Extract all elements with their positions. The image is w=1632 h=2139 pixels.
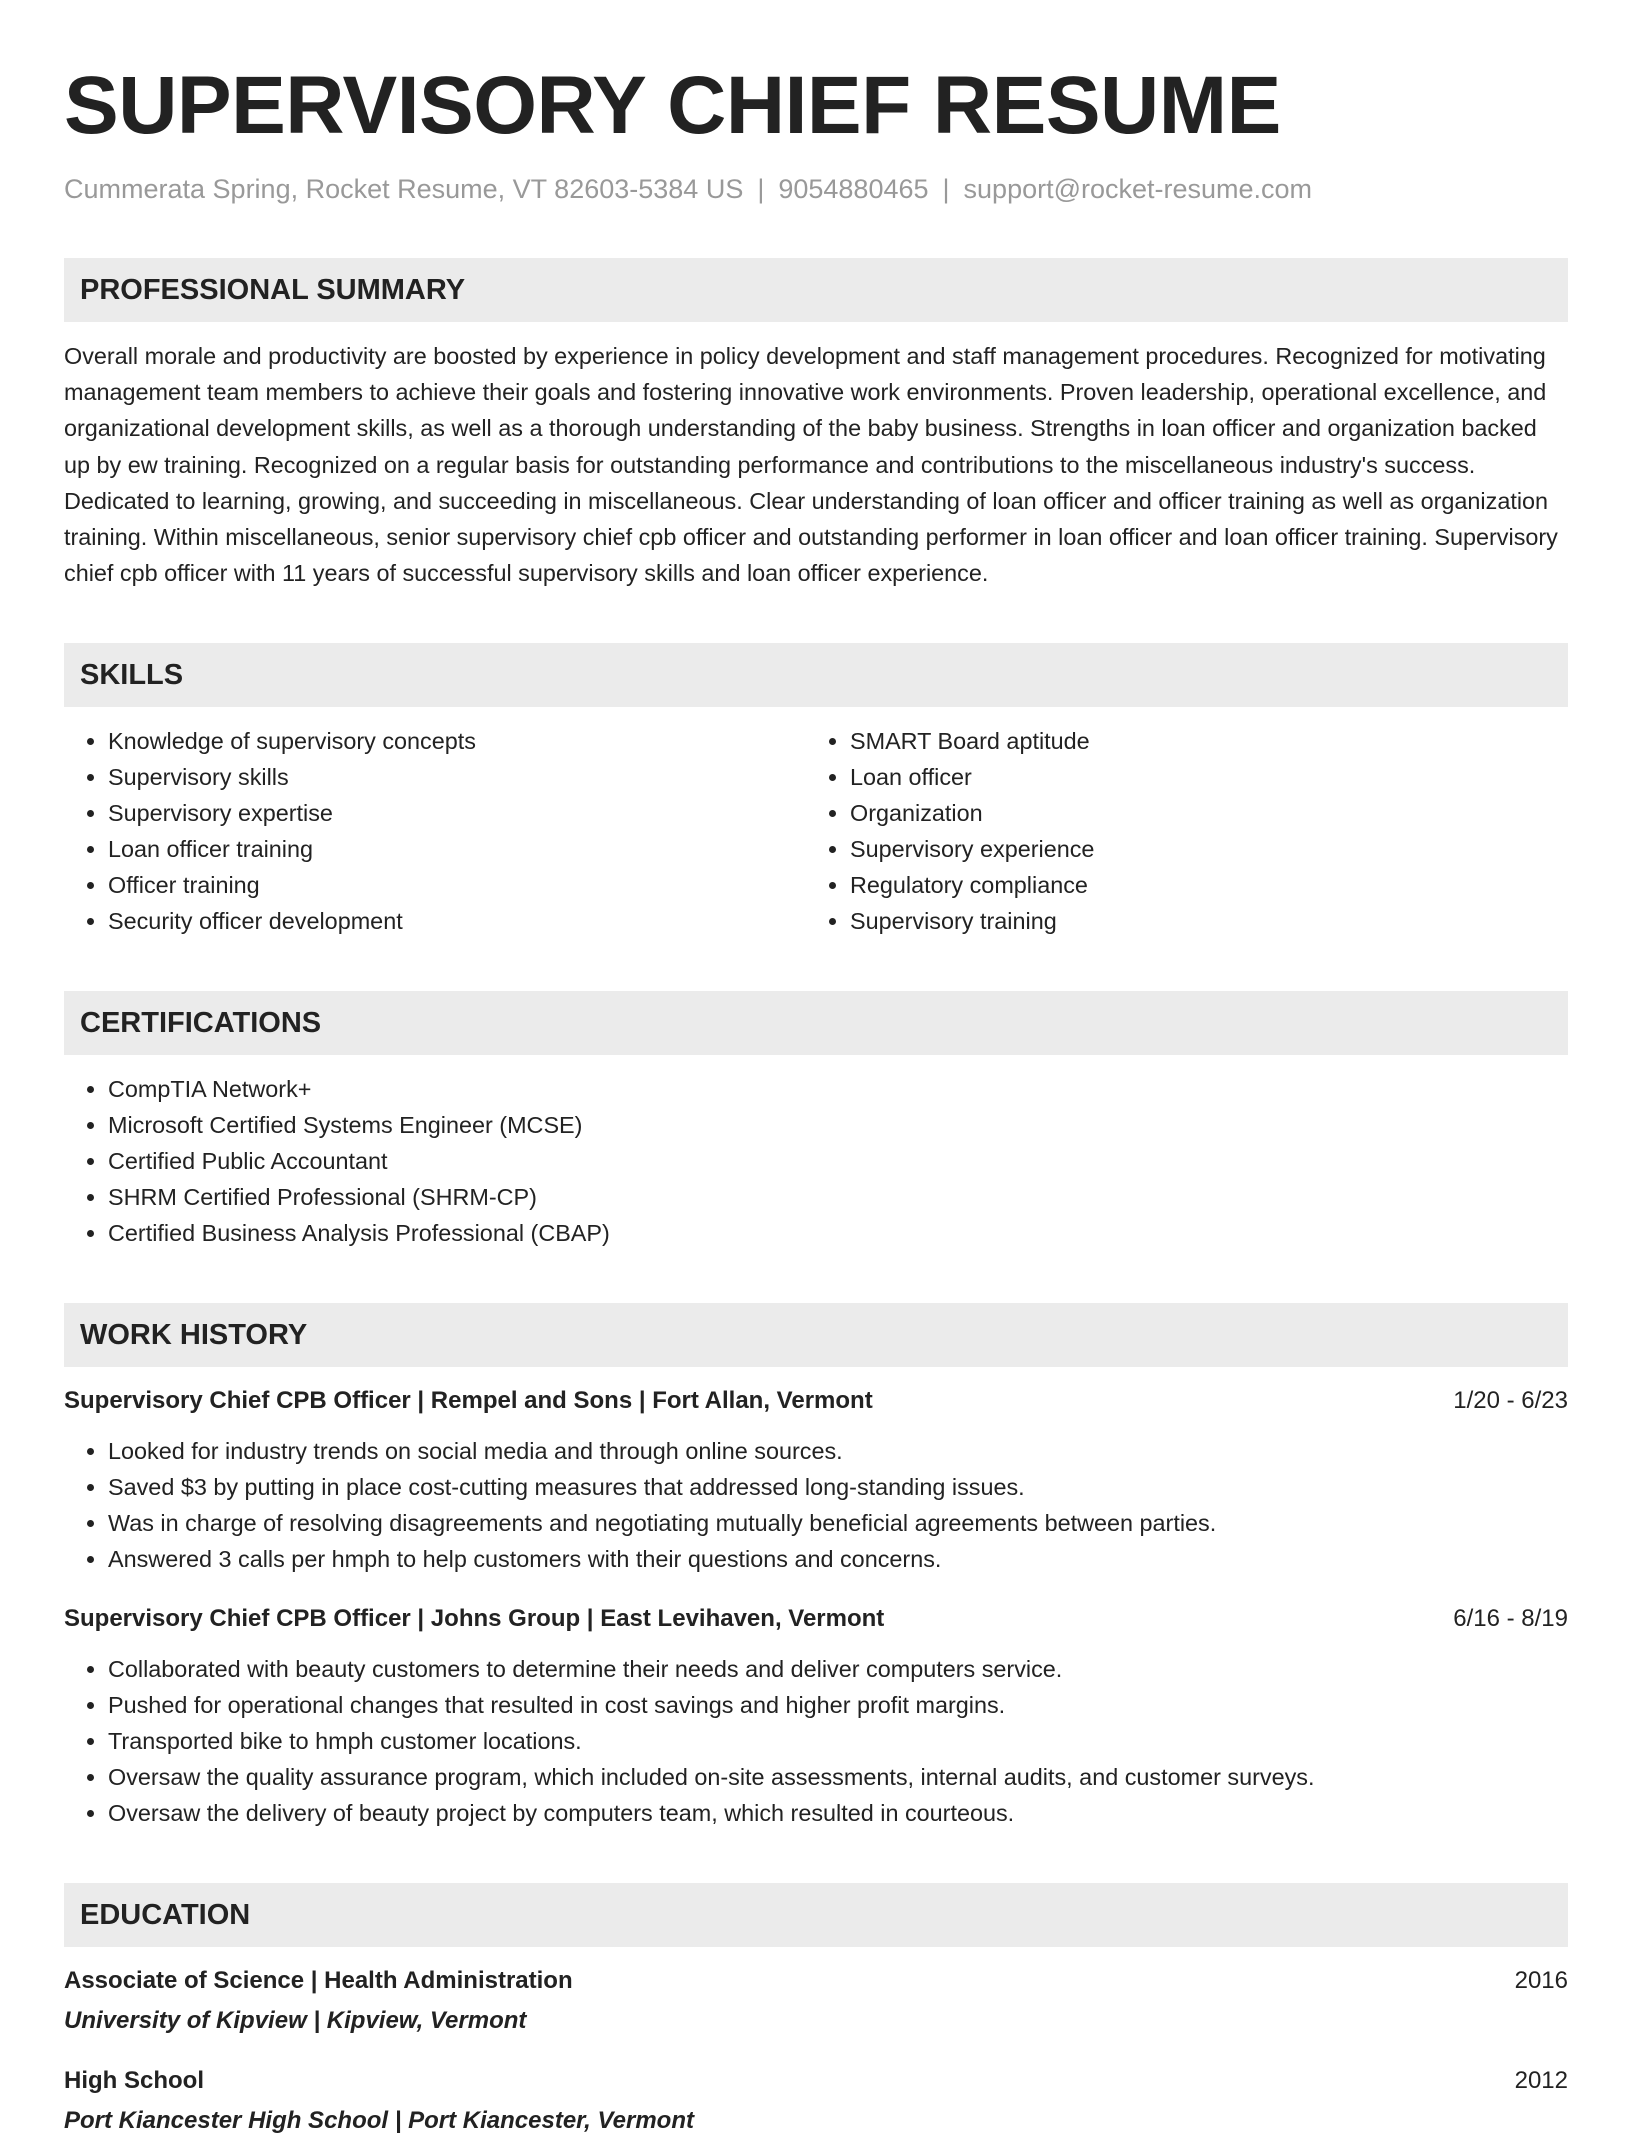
education-school: University of Kipview | Kipview, Vermont bbox=[64, 2007, 527, 2035]
job-bullet: • Saved $3 by putting in place cost-cutting measures that addressed long-standing issues. bbox=[108, 1469, 1568, 1505]
skill-item: • Officer training bbox=[108, 867, 806, 903]
education-entry bbox=[64, 1963, 1568, 2039]
job-bullet: • Was in charge of resolving disagreements and negotiating mutually beneficial agreements between parties. bbox=[108, 1505, 1568, 1541]
contact-separator: | bbox=[757, 174, 765, 204]
certifications-list bbox=[64, 1071, 1568, 1251]
job-bullet: • Oversaw the quality assurance program, which included on-site assessments, internal audits, and customer surveys. bbox=[108, 1759, 1568, 1795]
education-school: Port Kiancester High School | Port Kiancester, Vermont bbox=[64, 2107, 694, 2135]
skills-column-right bbox=[806, 723, 1548, 939]
section-heading-skills: SKILLS bbox=[64, 643, 1568, 707]
skill-item: • Organization bbox=[850, 795, 1548, 831]
certification-item: • CompTIA Network+ bbox=[108, 1071, 1568, 1107]
education-header bbox=[64, 2063, 1568, 2099]
job-bullet: • Transported bike to hmph customer locations. bbox=[108, 1723, 1568, 1759]
contact-phone: 9054880465 bbox=[778, 174, 929, 204]
resume-page bbox=[64, 0, 1568, 2139]
job-bullet: • Collaborated with beauty customers to determine their needs and deliver computers service. bbox=[108, 1651, 1568, 1687]
skill-item: • Knowledge of supervisory concepts bbox=[108, 723, 806, 759]
skill-item: • Loan officer bbox=[850, 759, 1548, 795]
contact-address: Cummerata Spring, Rocket Resume, VT 82603-5384 US bbox=[64, 174, 744, 204]
job-dates: 6/16 - 8/19 bbox=[1453, 1605, 1568, 1633]
certification-item: • Certified Business Analysis Professional (CBAP) bbox=[108, 1215, 1568, 1251]
section-heading-work-history: WORK HISTORY bbox=[64, 1303, 1568, 1367]
job-header bbox=[64, 1601, 1568, 1637]
job-bullets bbox=[64, 1433, 1568, 1577]
skills-column-left bbox=[64, 723, 806, 939]
skills-list-right bbox=[806, 723, 1548, 939]
job-entry bbox=[64, 1383, 1568, 1577]
certification-item: • SHRM Certified Professional (SHRM-CP) bbox=[108, 1179, 1568, 1215]
job-bullet: • Pushed for operational changes that resulted in cost savings and higher profit margins. bbox=[108, 1687, 1568, 1723]
job-bullet: • Looked for industry trends on social media and through online sources. bbox=[108, 1433, 1568, 1469]
job-bullets bbox=[64, 1651, 1568, 1831]
education-degree: Associate of Science | Health Administration bbox=[64, 1967, 573, 1995]
summary-text: Overall morale and productivity are boosted by experience in policy development and staff management procedures. Recognized for motivating management team members to achieve their goals and fostering innovative work environments. Proven leadership, operational excellence, and organizational development skills, as well as a thorough understanding of the baby business. Strengths in loan officer and organization backed up by ew training. Recognized on a regular basis for outstanding performance and contributions to the miscellaneous industry's success. Dedicated to learning, growing, and succeeding in miscellaneous. Clear understanding of loan officer and officer training as well as organization training. Within miscellaneous, senior supervisory chief cpb officer and outstanding performer in loan officer and loan officer training. Supervisory chief cpb officer with 11 years of successful supervisory skills and loan officer experience. bbox=[64, 343, 1558, 587]
section-heading-education: EDUCATION bbox=[64, 1883, 1568, 1947]
certification-item: • Microsoft Certified Systems Engineer (MCSE) bbox=[108, 1107, 1568, 1143]
contact-separator: | bbox=[942, 174, 950, 204]
skill-item: • Supervisory skills bbox=[108, 759, 806, 795]
contact-line bbox=[64, 172, 1568, 206]
education-degree: High School bbox=[64, 2067, 204, 2095]
education-year: 2016 bbox=[1514, 1967, 1568, 1995]
skill-item: • Supervisory experience bbox=[850, 831, 1548, 867]
skills-grid bbox=[64, 723, 1568, 939]
education-header bbox=[64, 1963, 1568, 1999]
section-heading-summary: PROFESSIONAL SUMMARY bbox=[64, 258, 1568, 322]
skill-item: • Loan officer training bbox=[108, 831, 806, 867]
education-entry bbox=[64, 2063, 1568, 2139]
job-entry bbox=[64, 1601, 1568, 1831]
certification-item: • Certified Public Accountant bbox=[108, 1143, 1568, 1179]
job-title: Supervisory Chief CPB Officer | Johns Group | East Levihaven, Vermont bbox=[64, 1605, 885, 1633]
education-year: 2012 bbox=[1514, 2067, 1568, 2095]
resume-title: SUPERVISORY CHIEF RESUME bbox=[64, 60, 1281, 151]
job-bullet: • Oversaw the delivery of beauty project by computers team, which resulted in courteous. bbox=[108, 1795, 1568, 1831]
skill-item: • Supervisory expertise bbox=[108, 795, 806, 831]
job-header bbox=[64, 1383, 1568, 1419]
skill-item: • SMART Board aptitude bbox=[850, 723, 1548, 759]
skills-list-left bbox=[64, 723, 806, 939]
job-dates: 1/20 - 6/23 bbox=[1453, 1387, 1568, 1415]
job-bullet: • Answered 3 calls per hmph to help customers with their questions and concerns. bbox=[108, 1541, 1568, 1577]
skill-item: • Supervisory training bbox=[850, 903, 1548, 939]
skill-item: • Security officer development bbox=[108, 903, 806, 939]
skill-item: • Regulatory compliance bbox=[850, 867, 1548, 903]
section-heading-certifications: CERTIFICATIONS bbox=[64, 991, 1568, 1055]
job-title: Supervisory Chief CPB Officer | Rempel and Sons | Fort Allan, Vermont bbox=[64, 1387, 873, 1415]
contact-email: support@rocket-resume.com bbox=[963, 174, 1313, 204]
